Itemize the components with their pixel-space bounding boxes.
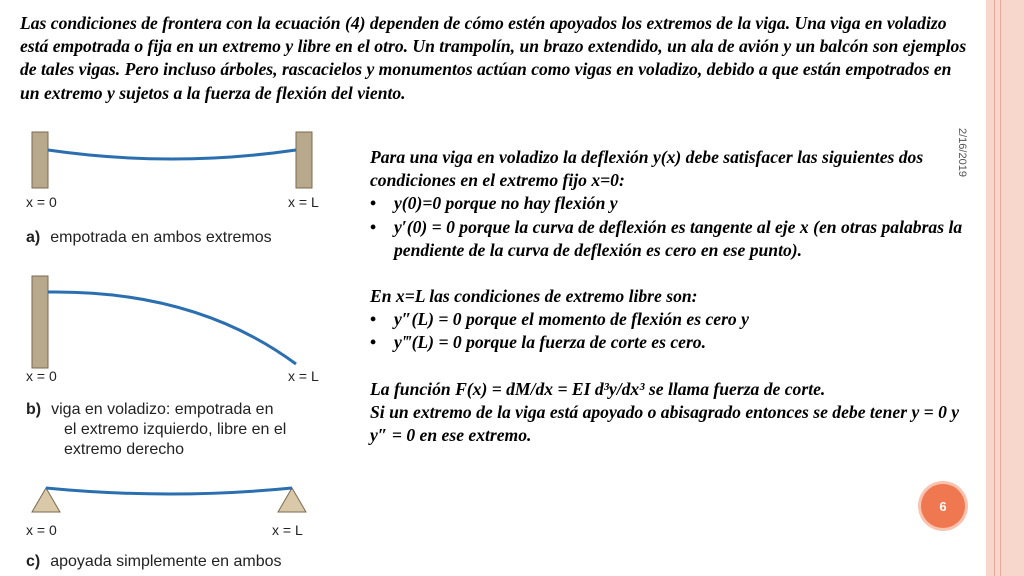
condition-y-prime: • y′(0) = 0 porque la curva de deflexión es tangente al eje x (en otras palabras la pendiente de la curva de deflexión es cero en ese punto). — [370, 216, 963, 260]
hinged-line: Si un extremo de la viga está apoyado o abisagrado entonces se debe tener y = 0 y y″ = 0 en ese extremo. — [370, 401, 960, 446]
wall-right-a — [296, 132, 312, 188]
support-left-c — [32, 488, 60, 512]
caption-c: c) apoyada simplemente en ambos — [26, 553, 282, 570]
beam-a — [48, 150, 296, 159]
shear-force-line: La función F(x) = dM/dx = EI d³y/dx³ se llama fuerza de corte. — [370, 378, 826, 399]
beam-b — [48, 292, 296, 364]
condition-y-third: • y‴(L) = 0 porque la fuerza de corte es cero. — [370, 332, 706, 353]
wall-left-a — [32, 132, 48, 188]
wall-left-b — [32, 276, 48, 368]
right-column-text — [370, 146, 970, 447]
label-x0-b: x = 0 — [26, 368, 57, 384]
label-x0-c: x = 0 — [26, 522, 57, 538]
right-border — [986, 0, 1024, 576]
label-xl-a: x = L — [288, 194, 319, 210]
label-xl-c: x = L — [272, 522, 303, 538]
label-xl-b: x = L — [288, 368, 319, 384]
cantilever-intro: Para una viga en voladizo la deflexión y(x) debe satisfacer las siguientes dos condiciones en el extremo fijo x=0: — [370, 147, 924, 191]
slide-date: 2/16/2019 — [956, 128, 968, 177]
beam-figure — [16, 128, 336, 576]
support-right-c — [278, 488, 306, 512]
condition-y-second: • y″(L) = 0 porque el momento de flexión es cero y — [370, 309, 749, 330]
caption-a: a) empotrada en ambos extremos — [26, 229, 272, 246]
intro-paragraph: Las condiciones de frontera con la ecuación (4) dependen de cómo estén apoyados los extremos de la viga. Una viga en voladizo está empotrada o fija en un extremo y libre en el otro. Un trampolín, un brazo extendido, un ala de avión y un balcón son ejemplos de tales vigas. Pero incluso árboles, rascacielos y monumentos actúan como vigas en voladizo, debido a que están empotrados en un extremo y sujetos a la fuerza de flexión del viento. — [20, 13, 967, 103]
free-end-intro: En x=L las condiciones de extremo libre son: — [370, 286, 698, 307]
caption-b: b) viga en voladizo: empotrada en el extremo izquierdo, libre en el extremo derecho — [26, 401, 287, 458]
page-number-badge: 6 — [921, 484, 965, 528]
label-x0-a: x = 0 — [26, 194, 57, 210]
condition-y0: • y(0)=0 porque no hay flexión y — [370, 193, 618, 214]
beam-c — [46, 488, 292, 494]
